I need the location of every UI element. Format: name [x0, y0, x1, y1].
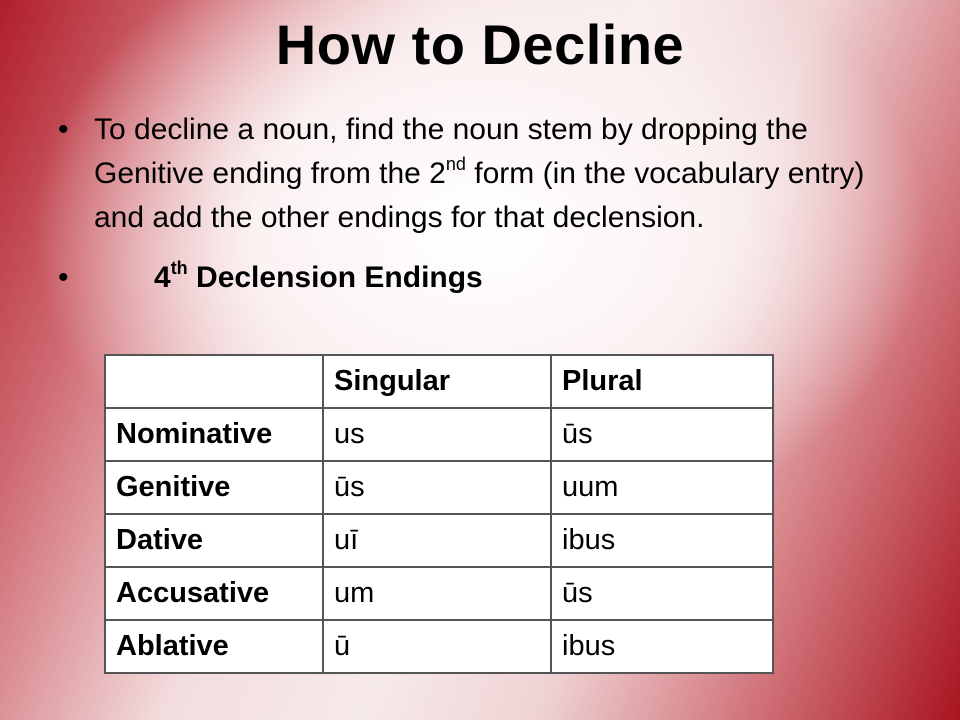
case-name-cell: Genitive — [105, 461, 323, 514]
table-row — [105, 514, 773, 567]
table-row — [105, 567, 773, 620]
bullet-dot: • — [58, 261, 69, 294]
case-name-cell: Ablative — [105, 620, 323, 673]
declension-number: 4 — [154, 261, 171, 294]
singular-ending-cell: uī — [323, 514, 551, 567]
case-name-cell: Dative — [105, 514, 323, 567]
bullet-text-superscript: nd — [445, 154, 466, 174]
declension-table — [104, 354, 774, 674]
table-row — [105, 461, 773, 514]
bullet-item-heading — [58, 256, 878, 300]
bullet-text-part1: To decline a noun, find the noun stem by dropping the Genitive ending from the 2 — [94, 113, 808, 190]
table-row — [105, 408, 773, 461]
singular-ending-cell: ūs — [323, 461, 551, 514]
plural-ending-cell: ibus — [551, 620, 773, 673]
plural-ending-cell: uum — [551, 461, 773, 514]
bullet-list — [58, 108, 878, 300]
header-cell-empty — [105, 355, 323, 408]
header-cell-singular: Singular — [323, 355, 551, 408]
singular-ending-cell: um — [323, 567, 551, 620]
plural-ending-cell: ūs — [551, 567, 773, 620]
singular-ending-cell: us — [323, 408, 551, 461]
plural-ending-cell: ūs — [551, 408, 773, 461]
table-row — [105, 620, 773, 673]
slide-title: How to Decline — [275, 13, 685, 76]
bullet-item-instructions — [58, 108, 878, 240]
header-cell-plural: Plural — [551, 355, 773, 408]
case-name-cell: Nominative — [105, 408, 323, 461]
table-header-row — [105, 355, 773, 408]
case-name-cell: Accusative — [105, 567, 323, 620]
declension-ordinal-suffix: th — [170, 258, 188, 278]
bullet-text-part2: form (in the vocabulary entry) and add the other endings for that declension. — [94, 157, 865, 234]
singular-ending-cell: ū — [323, 620, 551, 673]
bullet-dot: • — [58, 113, 69, 146]
plural-ending-cell: ibus — [551, 514, 773, 567]
declension-heading-text: Declension Endings — [187, 261, 483, 294]
